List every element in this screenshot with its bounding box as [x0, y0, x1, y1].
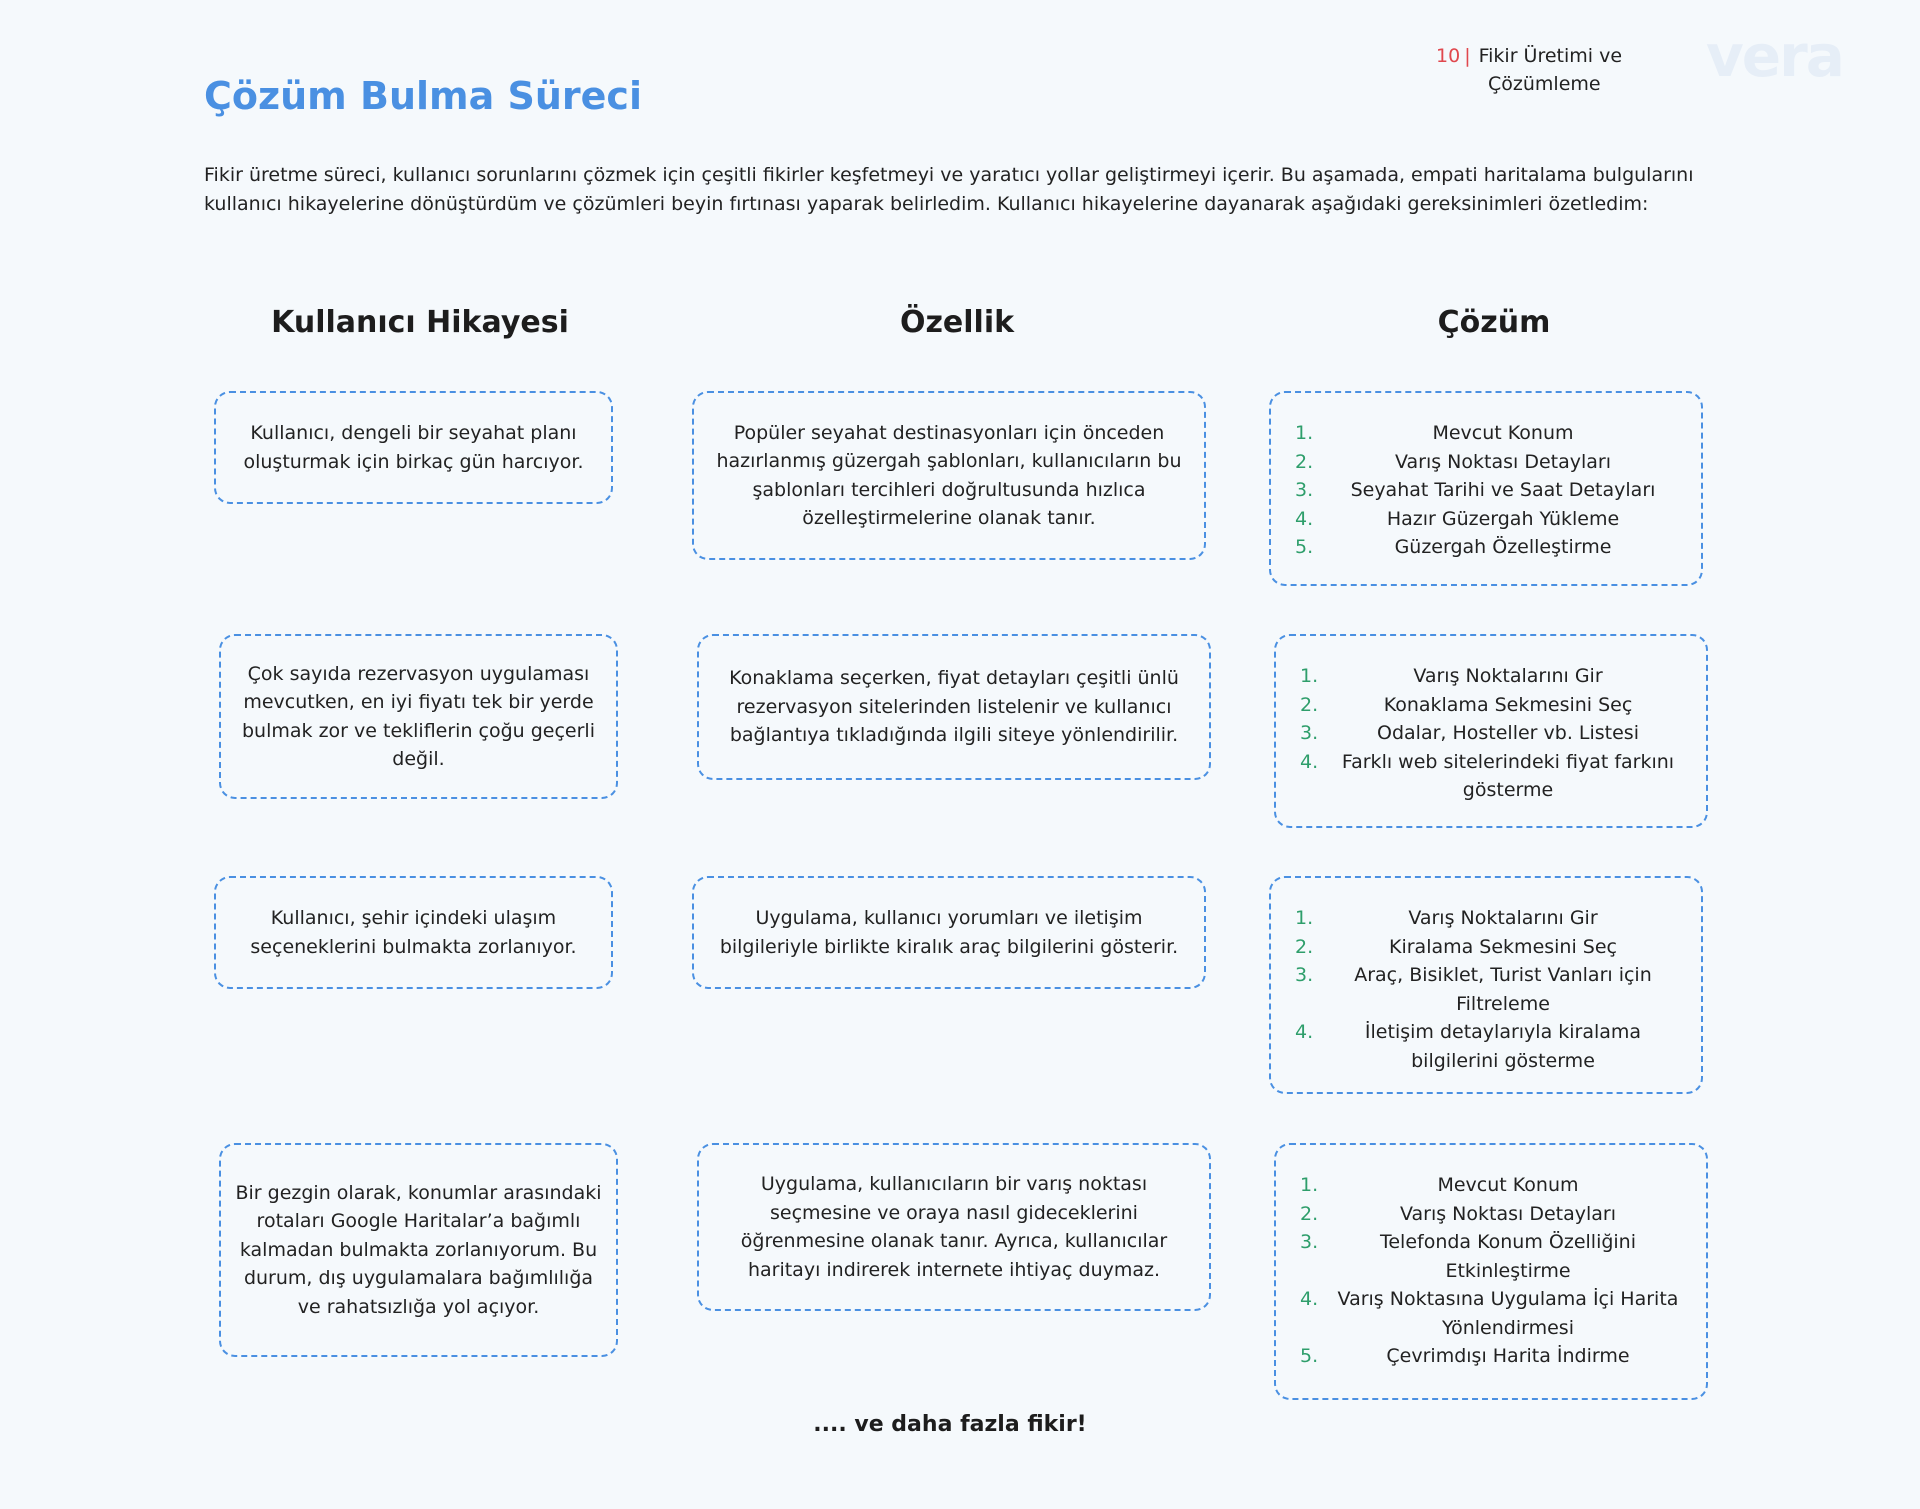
user-story-card: Çok sayıda rezervasyon uygulaması mevcutken, en iyi fiyatı tek bir yerde bulmak zor ve tekliflerin çoğu geçerli değil. — [219, 634, 618, 799]
solution-text: Varış Noktalarını Gir — [1413, 665, 1603, 687]
solution-card — [1274, 1143, 1708, 1400]
list-number: 5. — [1295, 536, 1314, 558]
list-number: 4. — [1295, 1021, 1314, 1043]
solution-text: Telefonda Konum Özelliğini Etkinleştirme — [1379, 1231, 1637, 1282]
list-item — [1290, 1228, 1692, 1285]
solution-text: Seyahat Tarihi ve Saat Detayları — [1350, 479, 1656, 501]
list-number: 2. — [1295, 935, 1314, 958]
list-item — [1285, 961, 1687, 1018]
user-story-card: Kullanıcı, dengeli bir seyahat planı oluşturmak için birkaç gün harcıyor. — [214, 391, 613, 504]
page-title: Çözüm Bulma Süreci — [204, 74, 642, 118]
feature-card: Uygulama, kullanıcı yorumları ve iletişim bilgileriyle birlikte kiralık araç bilgilerini gösterir. — [692, 876, 1206, 989]
list-number: 2. — [1300, 1202, 1319, 1225]
list-number: 1. — [1300, 665, 1319, 687]
solution-text: Mevcut Konum — [1432, 422, 1574, 444]
user-story-card: Bir gezgin olarak, konumlar arasındaki rotaları Google Haritalar’a bağımlı kalmadan bulmakta zorlanıyorum. Bu durum, dış uygulamalara bağımlılığa ve rahatsızlığa yol açıyor. — [219, 1143, 618, 1357]
column-header-user-story: Kullanıcı Hikayesi — [271, 305, 569, 340]
solution-list — [1290, 662, 1692, 805]
solution-list — [1285, 419, 1687, 562]
solution-text: Araç, Bisiklet, Turist Vanları için Filtreleme — [1354, 964, 1652, 1015]
solution-text: Varış Noktası Detayları — [1394, 450, 1611, 473]
solution-list — [1285, 904, 1687, 1075]
list-number: 3. — [1295, 964, 1314, 986]
vera-logo: vera — [1706, 22, 1843, 90]
page-separator: | — [1464, 45, 1471, 67]
list-item — [1290, 719, 1692, 748]
list-item — [1285, 419, 1687, 448]
list-item — [1285, 933, 1687, 962]
feature-card: Konaklama seçerken, fiyat detayları çeşitli ünlü rezervasyon sitelerinden listelenir ve kullanıcı bağlantıya tıkladığında ilgili siteye yönlendirilir. — [697, 634, 1211, 780]
list-item — [1290, 748, 1692, 805]
list-number: 2. — [1300, 693, 1319, 716]
list-number: 3. — [1300, 1231, 1319, 1253]
intro-paragraph: Fikir üretme süreci, kullanıcı sorunlarını çözmek için çeşitli fikirler keşfetmeyi ve yaratıcı yollar geliştirmeyi içerir. Bu aşamada, empati haritalama bulgularını kullanıcı hikayelerine dönüştürdüm ve çözümleri beyin fırtınası yaparak belirledim. Kullanıcı hikayelerine dayanarak aşağıdaki gereksinimleri özetledim: — [204, 164, 1694, 215]
list-item — [1285, 448, 1687, 477]
list-number: 3. — [1300, 722, 1319, 744]
column-header-feature: Özellik — [899, 305, 1015, 340]
list-item — [1285, 904, 1687, 933]
solution-card — [1274, 634, 1708, 828]
list-number: 2. — [1295, 450, 1314, 473]
solution-text: Odalar, Hosteller vb. Listesi — [1377, 722, 1639, 744]
solution-card — [1269, 876, 1703, 1094]
list-item — [1290, 1200, 1692, 1229]
list-item — [1290, 1342, 1692, 1371]
user-story-card: Kullanıcı, şehir içindeki ulaşım seçeneklerini bulmakta zorlanıyor. — [214, 876, 613, 989]
feature-card: Popüler seyahat destinasyonları için önceden hazırlanmış güzergah şablonları, kullanıcıların bu şablonları tercihleri doğrultusunda hızlıca özelleştirmelerine olanak tanır. — [692, 391, 1206, 560]
list-number: 4. — [1295, 507, 1314, 530]
solution-text: Varış Noktası Detayları — [1399, 1202, 1616, 1225]
list-number: 4. — [1300, 750, 1319, 773]
solution-text: Güzergah Özelleştirme — [1394, 536, 1612, 558]
solution-text: Hazır Güzergah Yükleme — [1386, 507, 1620, 530]
list-item — [1290, 1171, 1692, 1200]
solution-card — [1269, 391, 1703, 586]
list-item — [1285, 505, 1687, 534]
page-number: 10 — [1436, 45, 1461, 67]
list-item — [1285, 476, 1687, 505]
solution-text: Konaklama Sekmesini Seç — [1383, 693, 1633, 716]
list-number: 5. — [1300, 1345, 1319, 1367]
section-title-line2: Çözümleme — [1488, 73, 1601, 95]
list-item — [1290, 1285, 1692, 1342]
section-indicator — [1436, 42, 1622, 98]
list-item — [1290, 662, 1692, 691]
feature-card: Uygulama, kullanıcıların bir varış noktası seçmesine ve oraya nasıl gideceklerini öğrenmesine olanak tanır. Ayrıca, kullanıcılar haritayı indirerek internete ihtiyaç duymaz. — [697, 1143, 1211, 1311]
solution-text: İletişim detaylarıyla kiralama bilgilerini gösterme — [1364, 1021, 1642, 1072]
list-number: 1. — [1295, 907, 1314, 929]
solution-text: Farklı web sitelerindeki fiyat farkını gösterme — [1341, 750, 1675, 801]
list-number: 1. — [1295, 422, 1314, 444]
solution-text: Çevrimdışı Harita İndirme — [1386, 1345, 1630, 1367]
column-header-solution: Çözüm — [1437, 305, 1551, 340]
more-ideas-footer: .... ve daha fazla fikir! — [813, 1412, 1087, 1437]
section-title-line1: Fikir Üretimi ve — [1478, 45, 1623, 67]
list-item — [1285, 533, 1687, 562]
list-number: 1. — [1300, 1174, 1319, 1196]
solution-text: Kiralama Sekmesini Seç — [1389, 935, 1617, 958]
list-number: 4. — [1300, 1288, 1319, 1310]
list-item — [1290, 691, 1692, 720]
list-number: 3. — [1295, 479, 1314, 501]
solution-text: Mevcut Konum — [1437, 1174, 1579, 1196]
solution-text: Varış Noktalarını Gir — [1408, 907, 1598, 929]
list-item — [1285, 1018, 1687, 1075]
solution-text: Varış Noktasına Uygulama İçi Harita Yönlendirmesi — [1337, 1288, 1679, 1339]
solution-list — [1290, 1171, 1692, 1371]
